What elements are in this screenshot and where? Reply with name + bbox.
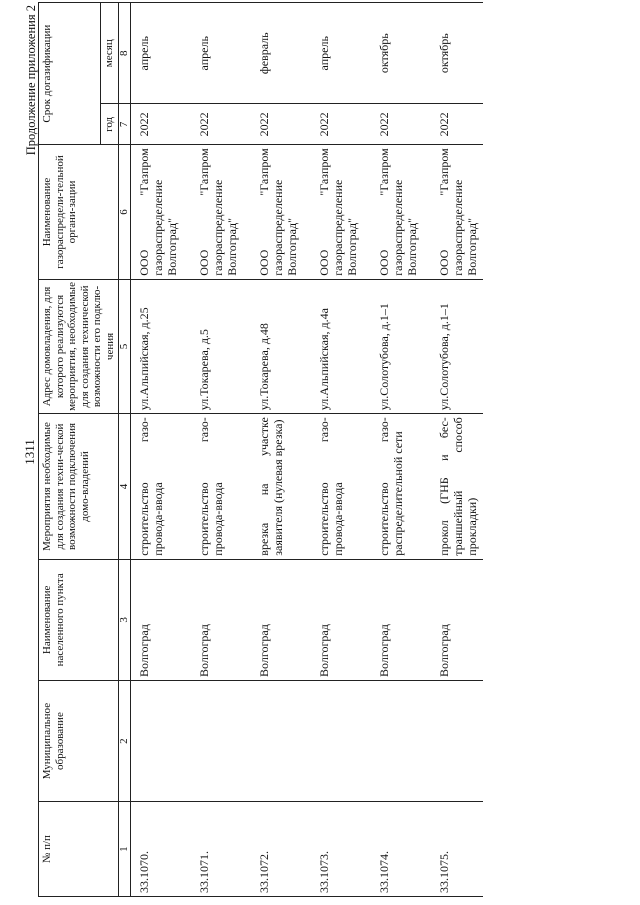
cell-measures: строительство газо-провода-ввода xyxy=(303,414,363,560)
cell-year: 2022 xyxy=(131,104,184,145)
cell-organization: ООО "Газпром газораспределение Волгоград" xyxy=(363,145,423,279)
table-body xyxy=(131,3,484,897)
cell-num: 33.1072. xyxy=(243,802,303,897)
table-row xyxy=(363,3,423,897)
table-row xyxy=(243,3,303,897)
header-organization: Наименование газораспредели-тельной органи-зации xyxy=(39,145,119,279)
gasification-table xyxy=(38,2,483,897)
cell-organization: ООО "Газпром газораспределение Волгоград" xyxy=(183,145,243,279)
cell-measures: строительство газо-распределительной сети xyxy=(363,414,423,560)
header-municipality: Муниципальное образование xyxy=(39,680,119,801)
column-number: 6 xyxy=(119,145,131,279)
table-row xyxy=(303,3,363,897)
cell-settlement: Волгоград xyxy=(183,559,243,680)
column-number-row xyxy=(119,3,131,897)
header-num: № п/п xyxy=(39,802,119,897)
column-number: 2 xyxy=(119,680,131,801)
cell-month: октябрь xyxy=(423,3,483,104)
cell-address: ул.Солотубова, д.1–1 xyxy=(423,279,483,413)
cell-address: ул.Солотубова, д.1–1 xyxy=(363,279,423,413)
cell-measures: прокол (ГНБ и бес-траншейный способ прокладки) xyxy=(423,414,483,560)
cell-address: ул.Альпийская, д.25 xyxy=(131,279,184,413)
cell-organization: ООО "Газпром газораспределение Волгоград" xyxy=(303,145,363,279)
cell-municipality xyxy=(363,680,423,801)
cell-settlement: Волгоград xyxy=(423,559,483,680)
table-row xyxy=(183,3,243,897)
column-number: 4 xyxy=(119,414,131,560)
header-month: месяц xyxy=(100,3,118,104)
cell-num: 33.1071. xyxy=(183,802,243,897)
table-row xyxy=(131,3,184,897)
cell-year: 2022 xyxy=(303,104,363,145)
cell-municipality xyxy=(131,680,184,801)
cell-year: 2022 xyxy=(363,104,423,145)
column-number: 3 xyxy=(119,559,131,680)
header-measures: Мероприятия необходимые для создания техни-ческой возможности подключения домо-владений xyxy=(39,414,119,560)
cell-month: февраль xyxy=(243,3,303,104)
cell-address: ул.Токарева, д.5 xyxy=(183,279,243,413)
cell-settlement: Волгоград xyxy=(303,559,363,680)
column-number: 1 xyxy=(119,802,131,897)
header-year: год xyxy=(100,104,118,145)
cell-measures: врезка на участке заявителя (нулевая врезка) xyxy=(243,414,303,560)
cell-municipality xyxy=(423,680,483,801)
header-settlement: Наименование населенного пункта xyxy=(39,559,119,680)
cell-organization: ООО "Газпром газораспределение Волгоград" xyxy=(243,145,303,279)
cell-municipality xyxy=(243,680,303,801)
header-deadline: Срок догазификации xyxy=(39,3,101,145)
cell-num: 33.1070. xyxy=(131,802,184,897)
cell-address: ул.Альпийская, д.4а xyxy=(303,279,363,413)
cell-num: 33.1073. xyxy=(303,802,363,897)
cell-settlement: Волгоград xyxy=(243,559,303,680)
cell-organization: ООО "Газпром газораспределение Волгоград" xyxy=(131,145,184,279)
table-row xyxy=(423,3,483,897)
cell-year: 2022 xyxy=(183,104,243,145)
cell-settlement: Волгоград xyxy=(363,559,423,680)
cell-measures: строительство газо-провода-ввода xyxy=(131,414,184,560)
cell-settlement: Волгоград xyxy=(131,559,184,680)
cell-year: 2022 xyxy=(243,104,303,145)
column-number: 8 xyxy=(119,3,131,104)
cell-organization: ООО "Газпром газораспределение Волгоград" xyxy=(423,145,483,279)
table-header xyxy=(39,3,131,897)
header-address: Адрес домовладения, для которого реализуются мероприятия, необходимые для создания технической возможности его подклю-чения xyxy=(39,279,119,413)
cell-measures: строительство газо-провода-ввода xyxy=(183,414,243,560)
column-number: 7 xyxy=(119,104,131,145)
cell-num: 33.1074. xyxy=(363,802,423,897)
page-number: 1311 xyxy=(22,439,37,465)
cell-address: ул.Токарева, д.48 xyxy=(243,279,303,413)
continuation-label: Продолжение приложения 2 xyxy=(24,5,38,156)
cell-month: апрель xyxy=(303,3,363,104)
cell-num: 33.1075. xyxy=(423,802,483,897)
cell-municipality xyxy=(303,680,363,801)
cell-month: апрель xyxy=(131,3,184,104)
cell-year: 2022 xyxy=(423,104,483,145)
cell-month: апрель xyxy=(183,3,243,104)
cell-municipality xyxy=(183,680,243,801)
column-number: 5 xyxy=(119,279,131,413)
cell-month: октябрь xyxy=(363,3,423,104)
